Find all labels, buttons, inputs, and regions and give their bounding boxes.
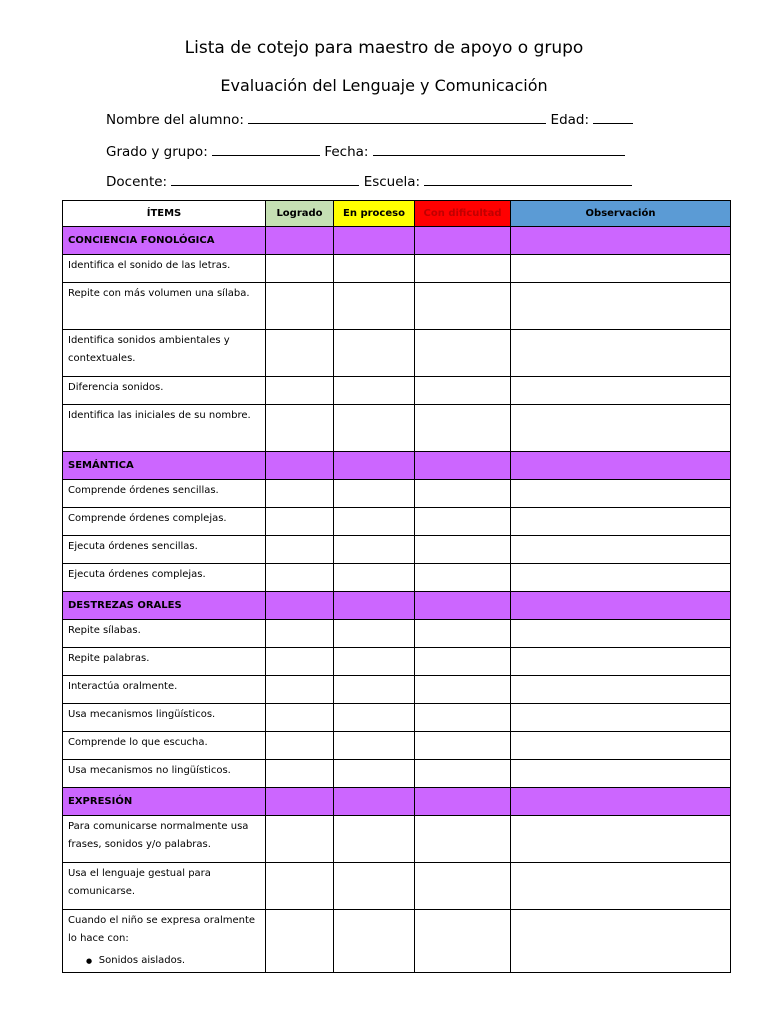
field-nombre-blank[interactable]: [248, 111, 546, 124]
item-en-proceso-cell[interactable]: [334, 676, 415, 704]
item-en-proceso-cell[interactable]: [334, 405, 415, 452]
item-con-dificultad-cell[interactable]: [415, 676, 511, 704]
table-row: [63, 405, 731, 452]
item-observacion-cell[interactable]: [511, 330, 731, 377]
item-text: [63, 330, 266, 377]
header-en-proceso: En proceso: [334, 201, 415, 227]
field-edad-blank[interactable]: [593, 111, 633, 124]
item-text: [63, 377, 266, 405]
item-observacion-cell[interactable]: [511, 816, 731, 863]
document-subtitle: Evaluación del Lenguaje y Comunicación: [220, 76, 548, 95]
item-text: [63, 816, 266, 863]
header-observacion: Observación: [511, 201, 731, 227]
item-text: [63, 508, 266, 536]
item-en-proceso-cell[interactable]: [334, 648, 415, 676]
table-row: [63, 620, 731, 648]
item-en-proceso-cell[interactable]: [334, 760, 415, 788]
section-fill-cell: [334, 452, 415, 480]
item-en-proceso-cell[interactable]: [334, 564, 415, 592]
item-observacion-cell[interactable]: [511, 405, 731, 452]
section-fill-cell: [266, 592, 334, 620]
item-con-dificultad-cell[interactable]: [415, 732, 511, 760]
field-docente: [106, 173, 632, 190]
section-fill-cell: [511, 452, 731, 480]
item-label: Ejecuta órdenes sencillas.: [68, 541, 198, 552]
section-fill-cell: [511, 592, 731, 620]
item-text: [63, 648, 266, 676]
table-row: [63, 676, 731, 704]
table-row: [63, 648, 731, 676]
header-items: ÍTEMS: [63, 201, 266, 227]
table-row: [63, 564, 731, 592]
item-label: Identifica sonidos ambientales y contextuales.: [68, 335, 230, 364]
item-observacion-cell[interactable]: [511, 564, 731, 592]
item-label: Cuando el niño se expresa oralmente lo hace con:: [68, 915, 256, 944]
item-text: [63, 676, 266, 704]
item-con-dificultad-cell[interactable]: [415, 863, 511, 910]
item-logrado-cell[interactable]: [266, 377, 334, 405]
item-label: Comprende órdenes complejas.: [68, 513, 227, 524]
field-docente-blank[interactable]: [171, 173, 359, 186]
item-text: [63, 536, 266, 564]
table-row: [63, 910, 731, 973]
header-logrado: Logrado: [266, 201, 334, 227]
item-con-dificultad-cell[interactable]: [415, 536, 511, 564]
section-row: [63, 788, 731, 816]
item-label: Identifica el sonido de las letras.: [68, 260, 231, 271]
item-text: [63, 863, 266, 910]
item-observacion-cell[interactable]: [511, 648, 731, 676]
item-en-proceso-cell[interactable]: [334, 536, 415, 564]
table-body: [63, 227, 731, 973]
item-label: Diferencia sonidos.: [68, 382, 164, 393]
section-row: [63, 227, 731, 255]
section-row: [63, 452, 731, 480]
field-docente-label: Docente:: [106, 174, 168, 190]
item-text: [63, 620, 266, 648]
item-text: [63, 732, 266, 760]
item-logrado-cell[interactable]: [266, 405, 334, 452]
item-en-proceso-cell[interactable]: [334, 620, 415, 648]
item-con-dificultad-cell[interactable]: [415, 377, 511, 405]
item-label: Repite palabras.: [68, 653, 150, 664]
item-label: Identifica las iniciales de su nombre.: [68, 410, 251, 421]
table-row: [63, 732, 731, 760]
section-fill-cell: [415, 227, 511, 255]
field-escuela-label: Escuela:: [363, 174, 421, 190]
field-nombre-label: Nombre del alumno:: [106, 112, 244, 128]
table-header-row: [63, 201, 731, 227]
bullet-item: [68, 952, 260, 970]
item-label: Usa mecanismos lingüísticos.: [68, 709, 216, 720]
section-fill-cell: [334, 592, 415, 620]
item-en-proceso-cell[interactable]: [334, 255, 415, 283]
item-con-dificultad-cell[interactable]: [415, 255, 511, 283]
item-con-dificultad-cell[interactable]: [415, 816, 511, 863]
item-con-dificultad-cell[interactable]: [415, 648, 511, 676]
item-label: Usa el lenguaje gestual para comunicarse.: [68, 868, 211, 897]
item-text: [63, 704, 266, 732]
item-observacion-cell[interactable]: [511, 480, 731, 508]
table-row: [63, 377, 731, 405]
section-fill-cell: [511, 227, 731, 255]
item-text: [63, 405, 266, 452]
header-con-dificultad: Con dificultad: [415, 201, 511, 227]
item-label: Comprende órdenes sencillas.: [68, 485, 219, 496]
table-row: [63, 480, 731, 508]
bullet-label: Sonidos aislados.: [98, 955, 186, 966]
item-label: Repite con más volumen una sílaba.: [68, 288, 250, 299]
item-text: [63, 760, 266, 788]
item-en-proceso-cell[interactable]: [334, 480, 415, 508]
item-logrado-cell[interactable]: [266, 863, 334, 910]
table-row: [63, 816, 731, 863]
section-fill-cell: [266, 452, 334, 480]
item-con-dificultad-cell[interactable]: [415, 283, 511, 330]
item-logrado-cell[interactable]: [266, 283, 334, 330]
item-logrado-cell[interactable]: [266, 620, 334, 648]
item-logrado-cell[interactable]: [266, 330, 334, 377]
item-observacion-cell[interactable]: [511, 732, 731, 760]
item-logrado-cell[interactable]: [266, 676, 334, 704]
item-en-proceso-cell[interactable]: [334, 283, 415, 330]
table-row: [63, 536, 731, 564]
table-row: [63, 508, 731, 536]
item-text: [63, 480, 266, 508]
section-fill-cell: [511, 788, 731, 816]
item-label: Comprende lo que escucha.: [68, 737, 208, 748]
item-observacion-cell[interactable]: [511, 910, 731, 973]
section-fill-cell: [415, 788, 511, 816]
item-label: Repite sílabas.: [68, 625, 141, 636]
item-text: [63, 283, 266, 330]
item-con-dificultad-cell[interactable]: [415, 480, 511, 508]
table-row: [63, 704, 731, 732]
section-title: EXPRESIÓN: [63, 788, 266, 816]
table-row: [63, 863, 731, 910]
section-fill-cell: [415, 592, 511, 620]
item-logrado-cell[interactable]: [266, 536, 334, 564]
item-text: [63, 910, 266, 973]
item-label: Ejecuta órdenes complejas.: [68, 569, 206, 580]
item-con-dificultad-cell[interactable]: [415, 508, 511, 536]
item-observacion-cell[interactable]: [511, 283, 731, 330]
item-logrado-cell[interactable]: [266, 704, 334, 732]
item-observacion-cell[interactable]: [511, 377, 731, 405]
table-row: [63, 283, 731, 330]
item-en-proceso-cell[interactable]: [334, 910, 415, 973]
item-observacion-cell[interactable]: [511, 536, 731, 564]
item-logrado-cell[interactable]: [266, 910, 334, 973]
item-con-dificultad-cell[interactable]: [415, 760, 511, 788]
field-escuela-blank[interactable]: [424, 173, 632, 186]
item-logrado-cell[interactable]: [266, 255, 334, 283]
item-con-dificultad-cell[interactable]: [415, 910, 511, 973]
section-fill-cell: [266, 788, 334, 816]
table-row: [63, 760, 731, 788]
section-fill-cell: [334, 788, 415, 816]
item-text: [63, 564, 266, 592]
item-logrado-cell[interactable]: [266, 648, 334, 676]
item-observacion-cell[interactable]: [511, 620, 731, 648]
item-logrado-cell[interactable]: [266, 480, 334, 508]
section-row: [63, 592, 731, 620]
section-fill-cell: [415, 452, 511, 480]
item-observacion-cell[interactable]: [511, 863, 731, 910]
item-label: Interactúa oralmente.: [68, 681, 178, 692]
item-logrado-cell[interactable]: [266, 816, 334, 863]
item-en-proceso-cell[interactable]: [334, 732, 415, 760]
item-logrado-cell[interactable]: [266, 564, 334, 592]
field-edad-label: Edad:: [550, 112, 590, 128]
item-logrado-cell[interactable]: [266, 760, 334, 788]
section-title: DESTREZAS ORALES: [63, 592, 266, 620]
checklist-table: [62, 200, 731, 973]
field-fecha-blank[interactable]: [373, 143, 625, 156]
table-row: [63, 255, 731, 283]
item-con-dificultad-cell[interactable]: [415, 704, 511, 732]
item-en-proceso-cell[interactable]: [334, 704, 415, 732]
item-observacion-cell[interactable]: [511, 760, 731, 788]
item-logrado-cell[interactable]: [266, 732, 334, 760]
table-row: [63, 330, 731, 377]
section-fill-cell: [334, 227, 415, 255]
section-fill-cell: [266, 227, 334, 255]
item-en-proceso-cell[interactable]: [334, 377, 415, 405]
bullet-icon: ●: [86, 957, 99, 965]
item-en-proceso-cell[interactable]: [334, 508, 415, 536]
item-label: Usa mecanismos no lingüísticos.: [68, 765, 231, 776]
document-title: Lista de cotejo para maestro de apoyo o grupo: [184, 38, 584, 58]
item-logrado-cell[interactable]: [266, 508, 334, 536]
item-con-dificultad-cell[interactable]: [415, 620, 511, 648]
item-observacion-cell[interactable]: [511, 704, 731, 732]
field-nombre: [106, 111, 633, 128]
field-fecha-label: Fecha:: [324, 144, 369, 160]
item-observacion-cell[interactable]: [511, 508, 731, 536]
item-con-dificultad-cell[interactable]: [415, 330, 511, 377]
item-observacion-cell[interactable]: [511, 676, 731, 704]
item-en-proceso-cell[interactable]: [334, 816, 415, 863]
item-observacion-cell[interactable]: [511, 255, 731, 283]
field-grado-blank[interactable]: [212, 143, 320, 156]
field-grado: [106, 143, 625, 160]
section-title: CONCIENCIA FONOLÓGICA: [63, 227, 266, 255]
item-label: Para comunicarse normalmente usa frases, sonidos y/o palabras.: [68, 821, 249, 850]
item-con-dificultad-cell[interactable]: [415, 564, 511, 592]
item-en-proceso-cell[interactable]: [334, 863, 415, 910]
item-text: [63, 255, 266, 283]
item-en-proceso-cell[interactable]: [334, 330, 415, 377]
item-con-dificultad-cell[interactable]: [415, 405, 511, 452]
field-grado-label: Grado y grupo:: [106, 144, 208, 160]
section-title: SEMÁNTICA: [63, 452, 266, 480]
